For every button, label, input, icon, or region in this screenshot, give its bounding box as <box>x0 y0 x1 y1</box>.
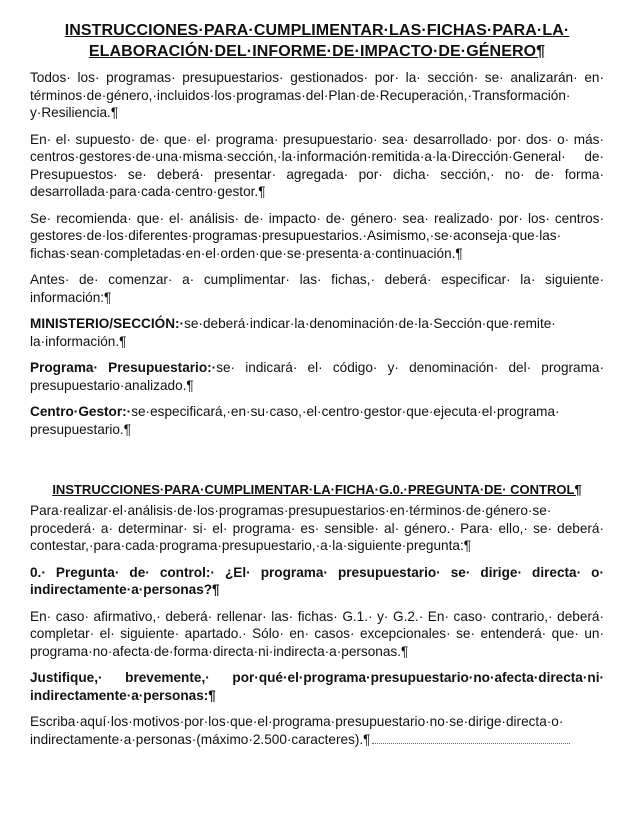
escriba-text: Escriba·aquí·los·motivos·por·los·que·el·programa·presupuestario·no·se·dirige·directa·o· indirectamente·a·personas·(máximo·2.500·caracteres).¶ <box>30 714 564 747</box>
justify-heading: Justifique,· brevemente,· por·qué·el·programa·presupuestario·no·afecta·directa·ni· indirectamente·a·personas:¶ <box>30 670 604 703</box>
programa-label: Programa· Presupuestario:· <box>30 360 217 375</box>
control-question: 0.· Pregunta· de· control:· ¿El· programa· presupuestario· se· dirige· directa· o· indirectamente·a·personas?¶ <box>30 564 604 597</box>
centro-gestor-label: Centro·Gestor:· <box>30 404 132 419</box>
section-spacer <box>30 447 604 481</box>
paragraph-centro-gestor <box>30 403 604 438</box>
section-title-ficha-g0: INSTRUCCIONES·PARA·CUMPLIMENTAR·LA·FICHA·G.0.·PREGUNTA·DE· CONTROL¶ <box>52 482 582 497</box>
section-title-fichas: INSTRUCCIONES·PARA·CUMPLIMENTAR·LAS·FICHAS·PARA·LA· ELABORACIÓN·DEL·INFORME·DE·IMPACTO·DE·GÉNERO¶ <box>64 22 570 60</box>
paragraph-centros-gestores: En· el· supuesto· de· que· el· programa· presupuestario· sea· desarrollado· por· dos· o· más· centros·gestores·de·una·misma·sección,·la·información·remitida·a·la·Dirección·General· de· Presupuestos· se· deberá· presentar· agregada· por· dicha· sección,· no· de· forma· desarrollada·para·cada·centro·gestor.¶ <box>30 131 604 199</box>
ministerio-label: MINISTERIO/SECCIÓN:· <box>30 316 185 331</box>
paragraph-programas: Todos· los· programas· presupuestarios· gestionados· por· la· sección· se· analizarán· en· términos·de·género,·incluidos·los·programas·del·Plan·de·Recuperación,·Transformación· y·Resiliencia.¶ <box>30 70 604 120</box>
paragraph-recomendacion: Se· recomienda· que· el· análisis· de· impacto· de· género· sea· realizado· por· los· centros· gestores·de·los·diferentes·programas·presupuestarios.·Asimismo,·se·aconseja·que·las· fichas·sean·completadas·en·el·orden·que·se·presenta·a·continuación.¶ <box>30 210 604 261</box>
paragraph-programa <box>30 359 604 394</box>
document-page <box>30 20 604 757</box>
programa-text: se· indicará· el· código· y· denominación· del· programa· presupuestario·analizado.¶ <box>30 360 604 393</box>
paragraph-escriba-aqui[interactable] <box>30 713 604 748</box>
paragraph-caso-afirmativo: En· caso· afirmativo,· deberá· rellenar· las· fichas· G.1.· y· G.2.· En· caso· contrario,· deberá· completar· el· siguiente· apartado.· Sólo· en· casos· excepcionales· se· entenderá· que· un· programa·no·afecta·de·forma·directa·ni·indirecta·a·personas.¶ <box>30 608 604 659</box>
text-entry-line[interactable] <box>372 735 570 744</box>
paragraph-antes-de-comenzar: Antes· de· comenzar· a· cumplimentar· las· fichas,· deberá· especificar· la· siguiente· información:¶ <box>30 272 604 305</box>
paragraph-analisis: Para·realizar·el·análisis·de·los·programas·presupuestarios·en·términos·de·género·se· procederá· a· determinar· si· el· programa· es· sensible· al· género.· Para· ello,· se· deberá· contestar,·para·cada·programa·presupuestario,·a·la·siguiente·pregunta:¶ <box>30 503 604 553</box>
centro-gestor-text: se·especificará,·en·su·caso,·el·centro·gestor·que·ejecuta·el·programa· presupuestario.¶ <box>30 404 560 437</box>
ministerio-text: se·deberá·indicar·la·denominación·de·la·Sección·que·remite· la·información.¶ <box>30 316 556 349</box>
paragraph-ministerio <box>30 315 604 350</box>
